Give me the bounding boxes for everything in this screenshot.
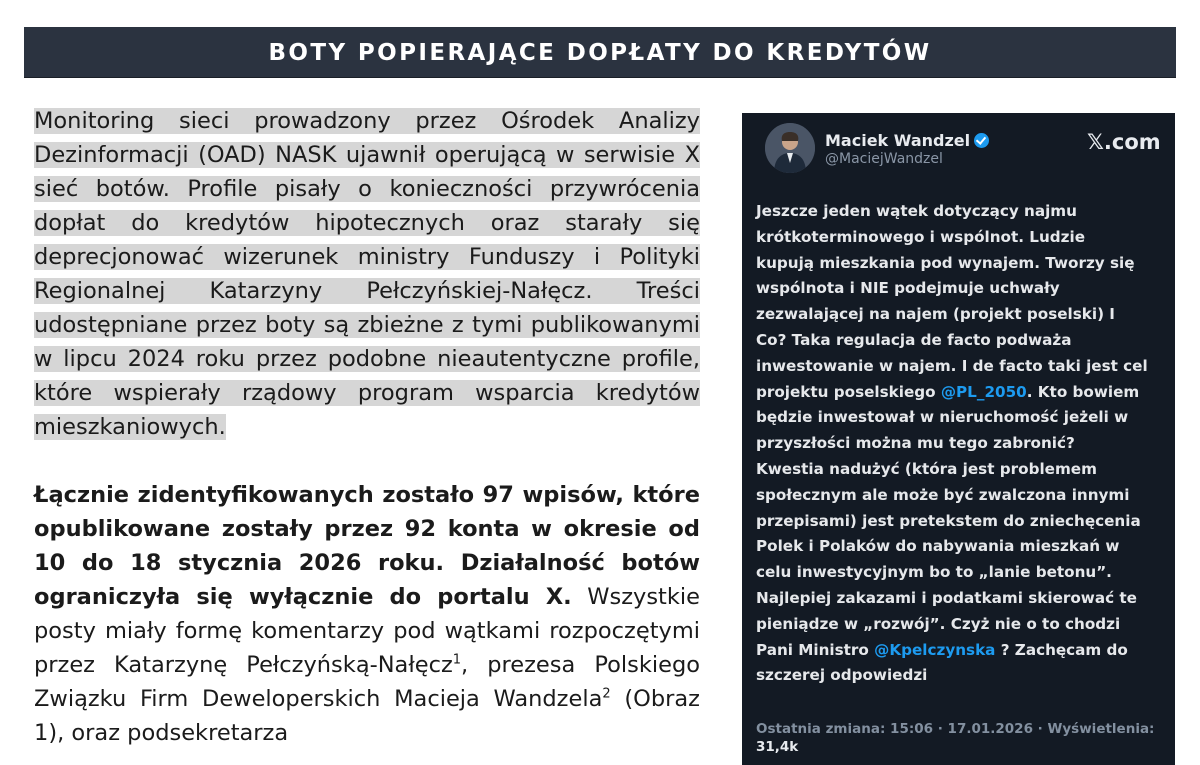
- tweet-screenshot: [742, 113, 1175, 765]
- tweet-text: [756, 199, 1166, 689]
- mention-link[interactable]: @PL_2050: [940, 382, 1027, 401]
- tweet-text-part: Jeszcze jeden wątek dotyczący najmu krótkoterminowego i wspólnot. Ludzie kupują mieszkania pod wynajem. Tworzy się wspólnota i NIE podejmuje uchwały zezwalającej na najem (projekt poselski) I Co? Taka regulacja de facto podważa inwestowanie w najem. I de facto taki jest cel projektu poselskiego: [756, 202, 1148, 401]
- footnote-ref-2[interactable]: 2: [602, 686, 611, 702]
- x-logo-icon: 𝕏.com: [1087, 130, 1161, 154]
- person-avatar-icon: [765, 123, 815, 173]
- tweet-text-part: ? Zachęcam do szczerej odpowiedzi: [756, 640, 1128, 685]
- highlighted-text: Monitoring sieci prowadzony przez Ośrodek Analizy Dezinformacji (OAD) NASK ujawnił operującą w serwisie X sieć botów. Profile pisały o konieczności przywrócenia dopłat do kredytów hipotecznych oraz starały się deprecjonować wizerunek ministry Funduszy i Polityki Regionalnej Katarzyny Pełczyńskiej-Nałęcz. Treści udostępniane przez boty są zbieżne z tymi publikowanymi w lipcu 2024 roku przez podobne nieautentyczne profile, które wspierały rządowy program wsparcia kredytów mieszkaniowych.: [34, 108, 700, 440]
- article-text: [34, 104, 700, 750]
- section-title: BOTY POPIERAJĄCE DOPŁATY DO KREDYTÓW: [268, 40, 932, 66]
- paragraph-intro: [34, 104, 700, 444]
- tweet-meta: [756, 720, 1166, 756]
- tweet-author-name[interactable]: [825, 131, 989, 150]
- summary-text-1: Wszystkie posty miały formę komentarzy pod wątkami rozpoczętymi przez Katarzynę Pełczyńską-Nałęcz: [34, 584, 700, 678]
- footnote-ref-1[interactable]: 1: [452, 652, 462, 668]
- paragraph-summary: [34, 478, 700, 750]
- summary-text-2: , prezesa Polskiego Związku Firm Deweloperskich Macieja Wandzela: [34, 652, 700, 712]
- tweet-text-part: . Kto bowiem będzie inwestował w nieruchomość jeżeli w przyszłości można mu tego zabronić? Kwestia nadużyć (która jest problemem społecznym ale może być zwalczona innymi przepisami) jest pretekstem do zniechęcenia Polek i Polaków do nabywania mieszkań w celu inwestycyjnym bo to „lanie betonu”. Najlepiej zakazami i podatkami skierować te pieniądze w „rozwój”. Czyż nie o to chodzi Pani Ministro: [756, 382, 1141, 659]
- avatar: [765, 123, 815, 173]
- tweet-views-count: 31,4k: [756, 739, 799, 755]
- summary-text-3: (Obraz 1), oraz podsekretarza: [34, 686, 700, 746]
- tweet-author-handle[interactable]: @MaciejWandzel: [825, 151, 943, 167]
- section-header-banner: [24, 27, 1176, 77]
- author-name-text: Maciek Wandzel: [825, 131, 971, 150]
- verified-badge-icon: [974, 133, 989, 148]
- bold-summary: Łącznie zidentyfikowanych zostało 97 wpisów, które opublikowane zostały przez 92 konta w okresie od 10 do 18 stycznia 2026 roku. Działalność botów ograniczyła się wyłącznie do portalu X.: [34, 482, 700, 610]
- mention-link[interactable]: @Kpelczynska: [874, 640, 996, 659]
- tweet-timestamp: Ostatnia zmiana: 15:06 · 17.01.2026 · Wyświetlenia:: [756, 721, 1155, 737]
